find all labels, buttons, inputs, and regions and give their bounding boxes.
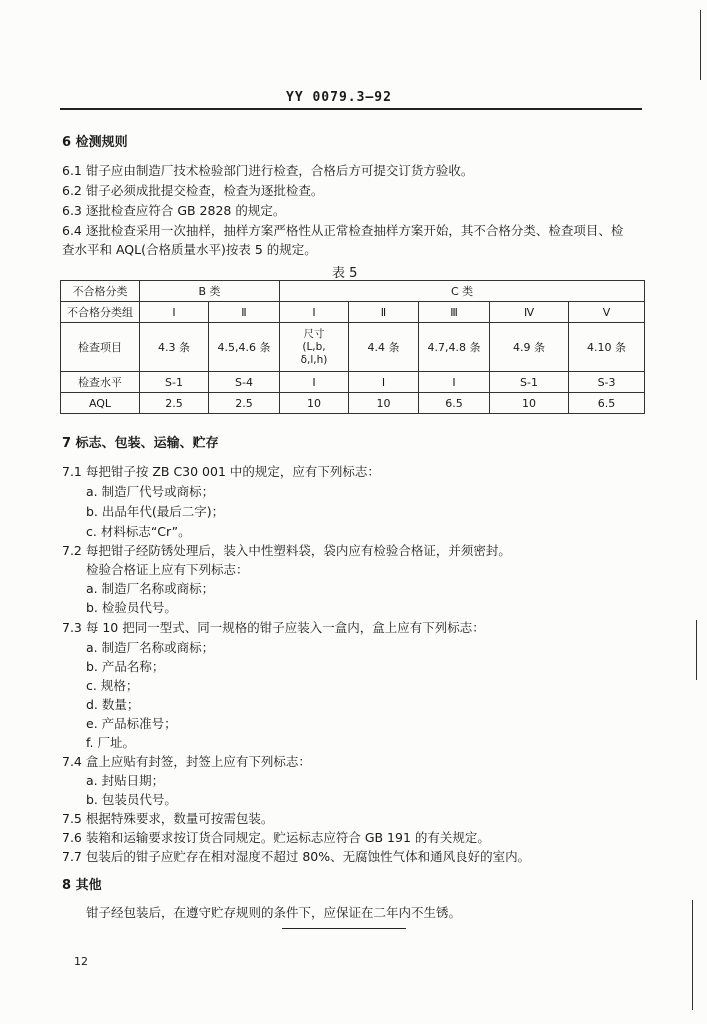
page-number: 12 — [74, 955, 88, 968]
clause-7-1-b: b. 出品年代(最后二字)； — [86, 504, 225, 519]
table-row — [61, 393, 645, 414]
level-cell: Ⅰ — [419, 372, 490, 393]
clause-6-3: 6.3 逐批检查应符合 GB 2828 的规定。 — [62, 203, 286, 218]
clause-7-3-b: b. 产品名称； — [86, 659, 165, 674]
section-7-title: 7 标志、包装、运输、贮存 — [62, 436, 219, 451]
item-cell: 4.3 条 — [140, 323, 209, 372]
item-line: (L,b, — [302, 340, 326, 353]
clause-6-2: 6.2 钳子必须成批提交检查，检查为逐批检查。 — [62, 183, 324, 198]
row-label-items: 检查项目 — [61, 323, 140, 372]
clause-7-3-e: e. 产品标准号； — [86, 716, 177, 731]
row-label-class: 不合格分类 — [61, 281, 140, 302]
level-cell: S-3 — [569, 372, 645, 393]
clause-7-6: 7.6 装箱和运输要求按订货合同规定。贮运标志应符合 GB 191 的有关规定。 — [62, 830, 490, 845]
level-cell: S-1 — [490, 372, 569, 393]
clause-7-1-a: a. 制造厂代号或商标； — [86, 484, 215, 499]
table-row — [61, 281, 645, 302]
class-c-header: C 类 — [280, 281, 645, 302]
aql-cell: 2.5 — [140, 393, 209, 414]
clause-7-3-c: c. 规格； — [86, 678, 139, 693]
item-cell: 4.5,4.6 条 — [209, 323, 280, 372]
end-rule — [282, 928, 406, 929]
scan-edge-mark — [692, 900, 693, 1010]
class-b-header: B 类 — [140, 281, 280, 302]
item-cell: 4.9 条 — [490, 323, 569, 372]
clause-7-3: 7.3 每 10 把同一型式、同一规格的钳子应装入一盒内，盒上应有下列标志： — [62, 620, 485, 635]
group-cell: Ⅱ — [209, 302, 280, 323]
clause-6-1: 6.1 钳子应由制造厂技术检验部门进行检查，合格后方可提交订货方验收。 — [62, 163, 474, 178]
group-cell: Ⅲ — [419, 302, 490, 323]
group-cell: Ⅰ — [280, 302, 349, 323]
item-cell: 4.10 条 — [569, 323, 645, 372]
inspection-table — [60, 280, 645, 414]
clause-7-3-a: a. 制造厂名称或商标； — [86, 640, 215, 655]
level-cell: S-4 — [209, 372, 280, 393]
scan-edge-mark — [700, 10, 701, 80]
group-cell: Ⅳ — [490, 302, 569, 323]
clause-7-4-b: b. 包装员代号。 — [86, 792, 177, 807]
clause-6-4-line1: 6.4 逐批检查采用一次抽样，抽样方案严格性从正常检查抽样方案开始，其不合格分类、检查项目、检 — [62, 223, 624, 238]
item-cell: 4.7,4.8 条 — [419, 323, 490, 372]
clause-8-text: 钳子经包装后，在遵守贮存规则的条件下，应保证在二年内不生锈。 — [86, 905, 462, 920]
clause-7-4: 7.4 盒上应贴有封签，封签上应有下列标志： — [62, 754, 311, 769]
clause-7-3-d: d. 数量； — [86, 697, 140, 712]
group-cell: Ⅴ — [569, 302, 645, 323]
item-cell-dimensions — [280, 323, 349, 372]
aql-cell: 2.5 — [209, 393, 280, 414]
section-8-title: 8 其他 — [62, 878, 102, 893]
clause-7-2-b: b. 检验员代号。 — [86, 600, 177, 615]
group-cell: Ⅱ — [349, 302, 419, 323]
clause-7-2-a: a. 制造厂名称或商标； — [86, 581, 215, 596]
clause-7-2-cont: 检验合格证上应有下列标志： — [86, 562, 249, 577]
clause-7-5: 7.5 根据特殊要求，数量可按需包装。 — [62, 811, 274, 826]
row-label-level: 检查水平 — [61, 372, 140, 393]
table-title: 表 5 — [332, 266, 358, 281]
section-6-title: 6 检测规则 — [62, 135, 128, 150]
table-row — [61, 302, 645, 323]
aql-cell: 10 — [349, 393, 419, 414]
row-label-aql: AQL — [61, 393, 140, 414]
table-row — [61, 323, 645, 372]
table-row — [61, 372, 645, 393]
clause-7-4-a: a. 封贴日期； — [86, 773, 165, 788]
clause-7-3-f: f. 厂址。 — [86, 735, 135, 750]
header-rule — [60, 108, 642, 110]
item-cell: 4.4 条 — [349, 323, 419, 372]
clause-7-2: 7.2 每把钳子经防锈处理后，装入中性塑料袋，袋内应有检验合格证，并须密封。 — [62, 543, 511, 558]
aql-cell: 10 — [490, 393, 569, 414]
aql-cell: 10 — [280, 393, 349, 414]
row-label-group: 不合格分类组 — [61, 302, 140, 323]
clause-7-7: 7.7 包装后的钳子应贮存在相对湿度不超过 80%、无腐蚀性气体和通风良好的室内。 — [62, 849, 531, 864]
clause-7-1-c: c. 材料标志“Cr”。 — [86, 524, 191, 539]
item-line: δ,l,h) — [300, 353, 328, 366]
aql-cell: 6.5 — [419, 393, 490, 414]
group-cell: Ⅰ — [140, 302, 209, 323]
clause-7-1: 7.1 每把钳子按 ZB C30 001 中的规定，应有下列标志： — [62, 464, 380, 479]
level-cell: Ⅰ — [349, 372, 419, 393]
clause-6-4-line2: 查水平和 AQL(合格质量水平)按表 5 的规定。 — [62, 242, 317, 257]
level-cell: Ⅰ — [280, 372, 349, 393]
aql-cell: 6.5 — [569, 393, 645, 414]
scan-edge-mark — [696, 620, 697, 680]
standard-number: YY 0079.3—92 — [286, 90, 392, 105]
item-line: 尺寸 — [303, 327, 325, 340]
level-cell: S-1 — [140, 372, 209, 393]
